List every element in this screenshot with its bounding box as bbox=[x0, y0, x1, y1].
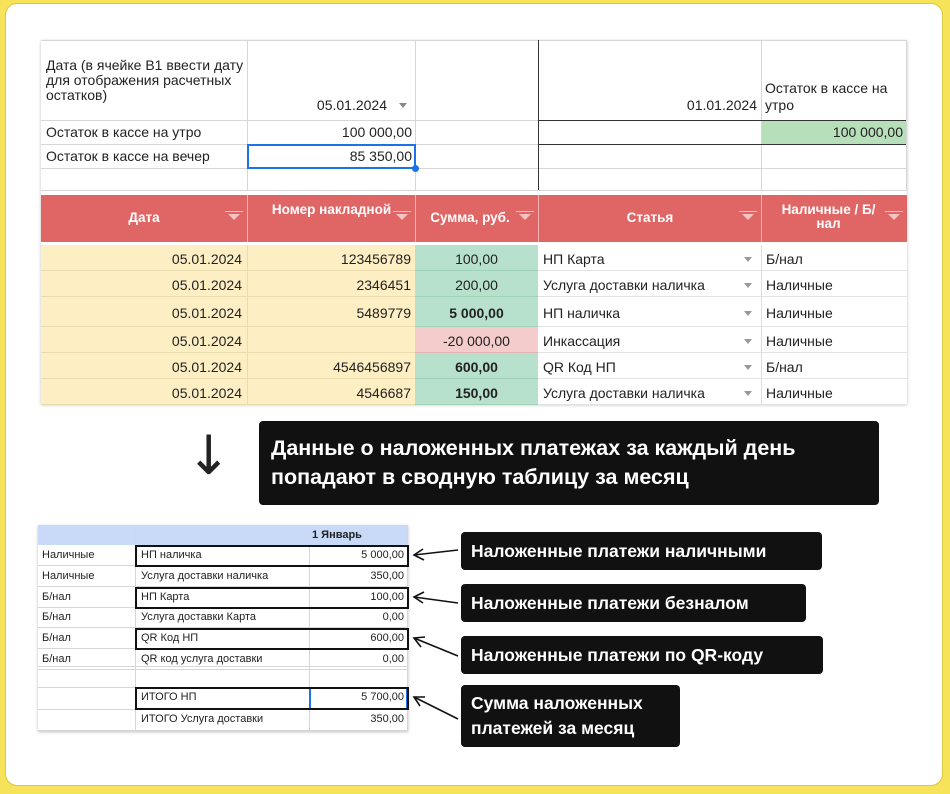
callout-total: Сумма наложенных платежей за месяц bbox=[461, 685, 680, 747]
fill-handle[interactable] bbox=[412, 165, 419, 172]
table-row bbox=[41, 245, 907, 271]
right-morning-label: Остаток в кассе на утро bbox=[765, 80, 888, 113]
row-date: 05.01.2024 bbox=[171, 385, 242, 401]
chevron-down-icon[interactable] bbox=[744, 283, 752, 288]
row-pay-type: Наличные bbox=[766, 305, 833, 321]
callout-cash: Наложенные платежи наличными bbox=[461, 532, 822, 570]
start-date-value: 01.01.2024 bbox=[686, 97, 757, 113]
summary-type: Наличные bbox=[42, 569, 95, 582]
top-spreadsheet bbox=[41, 40, 907, 404]
summary-type: Б/нал bbox=[42, 590, 71, 603]
table-row bbox=[41, 327, 907, 353]
summary-value: 0,00 bbox=[382, 653, 404, 665]
cash-group-outline bbox=[135, 545, 409, 567]
summary-article: Услуга доставки Карта bbox=[141, 611, 256, 624]
card-group-outline bbox=[135, 587, 409, 609]
row-pay-type: Б/нал bbox=[766, 359, 803, 375]
row-sum: 600,00 bbox=[455, 359, 498, 375]
callout-card: Наложенные платежи безналом bbox=[461, 584, 806, 622]
row-article[interactable]: Инкассация bbox=[543, 333, 621, 349]
row-sum: 150,00 bbox=[455, 385, 498, 401]
summary-value: 600,00 bbox=[370, 632, 404, 645]
right-morning-value: 100 000,00 bbox=[832, 124, 903, 140]
row-date: 05.01.2024 bbox=[171, 333, 242, 349]
summary-article: QR Код НП bbox=[141, 632, 199, 645]
summary-article: НП наличка bbox=[141, 549, 202, 561]
row-article[interactable]: НП Карта bbox=[543, 251, 605, 267]
row-article[interactable]: Услуга доставки наличка bbox=[543, 385, 705, 401]
filter-icon[interactable] bbox=[888, 214, 900, 220]
summary-type: Б/нал bbox=[42, 653, 71, 665]
total-delivery-label: ИТОГО Услуга доставки bbox=[141, 713, 264, 725]
row-pay-type: Наличные bbox=[766, 333, 833, 349]
total-np-label: ИТОГО НП bbox=[141, 691, 197, 703]
slide-card bbox=[5, 3, 943, 786]
header-invoice: Номер накладной bbox=[247, 195, 415, 242]
summary-value: 100,00 bbox=[370, 590, 404, 603]
summary-type: Наличные bbox=[42, 549, 95, 561]
table-body bbox=[41, 245, 907, 403]
row-invoice: 5489779 bbox=[356, 305, 411, 321]
row-sum: -20 000,00 bbox=[443, 333, 510, 349]
table-row bbox=[41, 379, 907, 405]
filter-icon[interactable] bbox=[519, 214, 531, 220]
chevron-down-icon[interactable] bbox=[744, 339, 752, 344]
summary-value: 5 000,00 bbox=[361, 549, 404, 561]
row-invoice: 4546456897 bbox=[333, 359, 411, 375]
summary-header-month: 1 Январь bbox=[312, 529, 362, 541]
summary-article: QR код услуга доставки bbox=[141, 653, 263, 665]
header-sum: Сумма, руб. bbox=[415, 195, 538, 242]
summary-row bbox=[38, 607, 408, 628]
table-row bbox=[41, 353, 907, 379]
filter-icon[interactable] bbox=[396, 214, 408, 220]
row-pay-type: Наличные bbox=[766, 277, 833, 293]
row-date: 05.01.2024 bbox=[171, 277, 242, 293]
summary-value: 350,00 bbox=[370, 569, 404, 582]
main-callout: Данные о наложенных платежах за каждый день попадают в сводную таблицу за месяц bbox=[259, 421, 879, 505]
total-np-value: 5 700,00 bbox=[361, 691, 404, 703]
summary-value: 0,00 bbox=[382, 611, 404, 624]
summary-type: Б/нал bbox=[42, 632, 71, 645]
row-date: 05.01.2024 bbox=[171, 251, 242, 267]
down-arrow-icon: ↓ bbox=[186, 424, 232, 487]
row-article[interactable]: QR Код НП bbox=[543, 359, 616, 375]
summary-row bbox=[38, 566, 408, 587]
row-sum: 200,00 bbox=[455, 277, 498, 293]
chevron-down-icon[interactable] bbox=[744, 391, 752, 396]
qr-group-outline bbox=[135, 628, 409, 650]
total-delivery-value: 350,00 bbox=[370, 713, 404, 725]
row-date: 05.01.2024 bbox=[171, 359, 242, 375]
evening-balance-value: 85 350,00 bbox=[349, 148, 412, 164]
row-invoice: 123456789 bbox=[340, 251, 411, 267]
header-pay-type: Наличные / Б/нал bbox=[761, 195, 907, 242]
total-group-outline bbox=[135, 687, 409, 710]
row-invoice: 2346451 bbox=[356, 277, 411, 293]
chevron-down-icon[interactable] bbox=[744, 311, 752, 316]
row-pay-type: Наличные bbox=[766, 385, 833, 401]
callout-qr: Наложенные платежи по QR-коду bbox=[461, 636, 823, 674]
row-pay-type: Б/нал bbox=[766, 251, 803, 267]
row-article[interactable]: Услуга доставки наличка bbox=[543, 277, 705, 293]
morning-balance-value: 100 000,00 bbox=[341, 124, 412, 140]
chevron-down-icon[interactable] bbox=[744, 365, 752, 370]
row-sum: 100,00 bbox=[455, 251, 498, 267]
row-date: 05.01.2024 bbox=[171, 305, 242, 321]
summary-type: Б/нал bbox=[42, 611, 71, 624]
filter-icon[interactable] bbox=[742, 214, 754, 220]
date-instruction-label: Дата (в ячейке B1 ввести дату для отображения расчетных остатков) bbox=[46, 58, 244, 103]
summary-table bbox=[38, 525, 408, 731]
chevron-down-icon[interactable] bbox=[399, 103, 407, 108]
summary-article: Услуга доставки наличка bbox=[141, 569, 269, 582]
chevron-down-icon[interactable] bbox=[744, 257, 752, 262]
row-invoice: 4546687 bbox=[356, 385, 411, 401]
row-sum: 5 000,00 bbox=[449, 305, 504, 321]
row-article[interactable]: НП наличка bbox=[543, 305, 621, 321]
header-article: Статья bbox=[538, 195, 761, 242]
evening-balance-label: Остаток в кассе на вечер bbox=[46, 148, 210, 164]
table-row bbox=[41, 271, 907, 297]
date-select-value[interactable]: 05.01.2024 bbox=[316, 97, 387, 113]
morning-balance-label: Остаток в кассе на утро bbox=[46, 124, 202, 140]
filter-icon[interactable] bbox=[228, 214, 240, 220]
summary-article: НП Карта bbox=[141, 590, 190, 603]
table-row bbox=[41, 297, 907, 327]
header-date: Дата bbox=[41, 195, 247, 242]
